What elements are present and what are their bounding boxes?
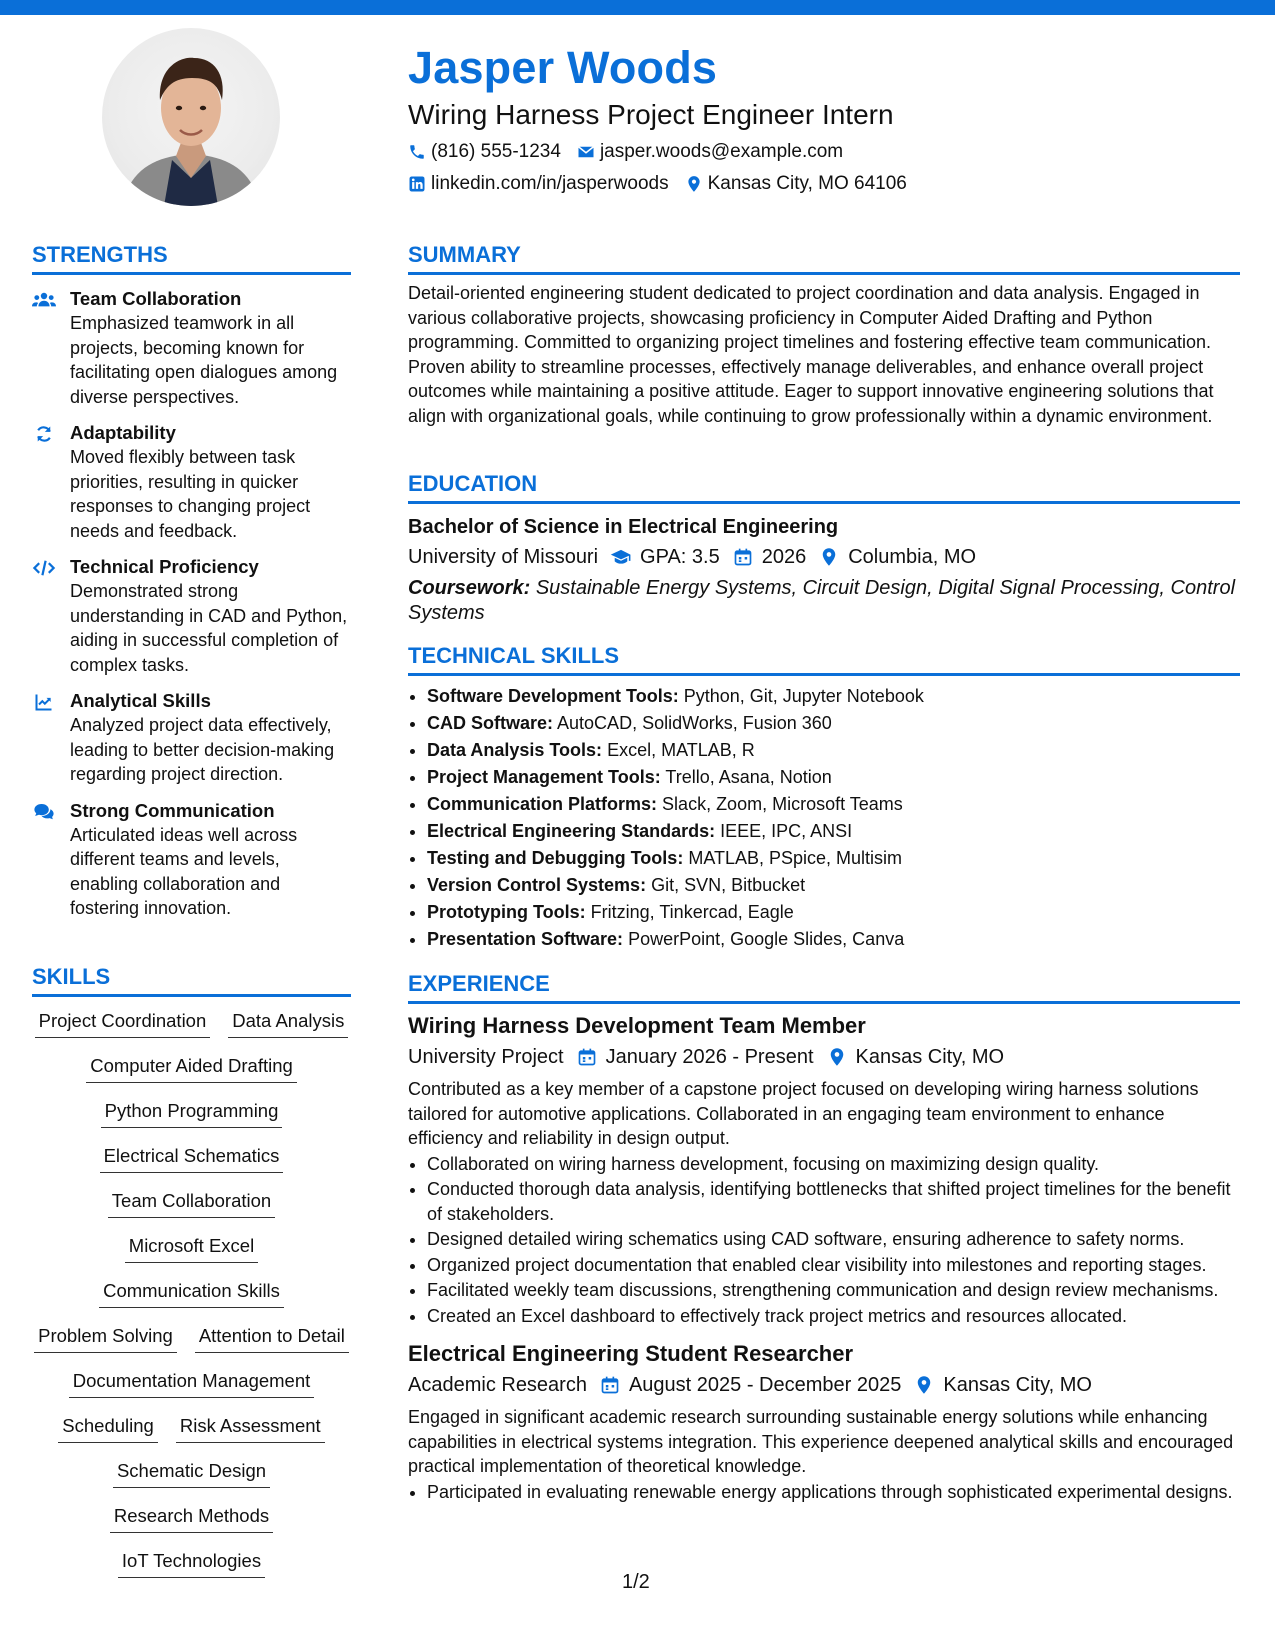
technical-skill-value: AutoCAD, SolidWorks, Fusion 360 <box>557 713 832 733</box>
skill-tag: Scheduling <box>58 1414 158 1443</box>
experience-section <box>408 970 1240 1504</box>
chart-line-icon <box>32 689 70 787</box>
skills-heading: SKILLS <box>32 963 351 997</box>
strengths-heading: STRENGTHS <box>32 241 351 275</box>
map-pin-icon <box>913 1375 935 1395</box>
coursework-label: Coursework: <box>408 577 531 599</box>
gpa-text: GPA: 3.5 <box>640 546 720 568</box>
experience-heading: EXPERIENCE <box>408 970 1240 1004</box>
profile-photo-illustration <box>102 28 280 206</box>
technical-skill-label: Prototyping Tools: <box>427 902 586 922</box>
skill-tag: Communication Skills <box>99 1279 284 1308</box>
strength-description: Demonstrated strong understanding in CAD and Python, aiding in successful completion of complex tasks. <box>70 581 348 675</box>
summary-heading: SUMMARY <box>408 241 1240 275</box>
summary-section <box>408 241 1240 428</box>
phone-text: (816) 555-1234 <box>431 141 561 162</box>
job-dates: January 2026 - Present <box>605 1046 814 1068</box>
phone-icon <box>408 143 426 161</box>
calendar-icon <box>732 547 754 567</box>
job-bullet: • Participated in evaluating renewable energy applications through sophisticated experimental designs. <box>427 1480 1240 1505</box>
strength-body <box>70 287 351 409</box>
strength-title: Technical Proficiency <box>70 556 259 577</box>
job-bullet: • Facilitated weekly team discussions, strengthening communication and design review mechanisms. <box>427 1278 1240 1303</box>
envelope-icon <box>577 143 595 161</box>
job-bullets <box>408 1152 1240 1329</box>
technical-skill-item <box>427 791 1240 818</box>
education-heading: EDUCATION <box>408 470 1240 504</box>
skills-row <box>32 1009 351 1054</box>
strength-body <box>70 799 351 921</box>
technical-skill-value: Python, Git, Jupyter Notebook <box>683 686 924 706</box>
linkedin-contact[interactable] <box>408 172 669 196</box>
school-name: University of Missouri <box>408 546 599 568</box>
map-pin-icon <box>826 1047 848 1067</box>
technical-skill-label: Presentation Software: <box>427 929 624 949</box>
page-number: 1/2 <box>622 1571 650 1593</box>
strength-item <box>32 689 351 787</box>
skills-row <box>32 1414 351 1459</box>
location-contact <box>685 172 907 196</box>
technical-skill-label: Communication Platforms: <box>427 794 658 814</box>
skills-row <box>32 1099 351 1144</box>
skill-tag: Python Programming <box>101 1099 283 1128</box>
job-organization: Academic Research <box>408 1374 587 1396</box>
resume-header <box>408 40 1248 196</box>
skills-row <box>32 1324 351 1369</box>
job-bullet: • Conducted thorough data analysis, identifying bottlenecks that shifted project timelines for the benefit of stakeholders. <box>427 1177 1240 1226</box>
top-accent-bar <box>0 0 1275 15</box>
graduation-cap-icon <box>610 547 632 567</box>
graduation-year: 2026 <box>761 546 807 568</box>
job-dates: August 2025 - December 2025 <box>628 1374 902 1396</box>
skills-row <box>32 1279 351 1324</box>
technical-skill-item <box>427 764 1240 791</box>
technical-skills-section <box>408 642 1240 953</box>
technical-skill-item <box>427 737 1240 764</box>
strength-body <box>70 555 351 677</box>
job-bullet: • Designed detailed wiring schematics using CAD software, ensuring adherence to safety norms. <box>427 1227 1240 1252</box>
skill-tag: Project Coordination <box>35 1009 211 1038</box>
strength-description: Emphasized teamwork in all projects, becoming known for facilitating open dialogues among diverse perspectives. <box>70 313 338 407</box>
technical-skill-item <box>427 818 1240 845</box>
strength-item <box>32 421 351 543</box>
skills-row <box>32 1549 351 1594</box>
skill-tag: Data Analysis <box>228 1009 348 1038</box>
technical-skill-label: Version Control Systems: <box>427 875 647 895</box>
technical-skill-label: CAD Software: <box>427 713 554 733</box>
strength-description: Moved flexibly between task priorities, resulting in quicker responses to changing project needs and feedback. <box>70 447 311 541</box>
linkedin-icon <box>408 175 426 193</box>
job-location: Kansas City, MO <box>943 1374 1092 1396</box>
job-organization: University Project <box>408 1046 564 1068</box>
technical-skill-label: Software Development Tools: <box>427 686 679 706</box>
skills-row <box>32 1234 351 1279</box>
users-icon <box>32 287 70 409</box>
skill-tag: Attention to Detail <box>195 1324 349 1353</box>
strength-body <box>70 689 351 787</box>
technical-skill-value: Slack, Zoom, Microsoft Teams <box>662 794 903 814</box>
technical-skills-heading: TECHNICAL SKILLS <box>408 642 1240 676</box>
skill-tag: Documentation Management <box>69 1369 315 1398</box>
jobs-list <box>408 1012 1240 1504</box>
skills-list <box>32 1009 351 1594</box>
education-section <box>408 470 1240 626</box>
calendar-icon <box>599 1375 621 1395</box>
skill-tag: Electrical Schematics <box>100 1144 284 1173</box>
technical-skill-value: Excel, MATLAB, R <box>607 740 755 760</box>
coursework-text: Sustainable Energy Systems, Circuit Design, Digital Signal Processing, Control Systems <box>408 577 1236 624</box>
job-title: Electrical Engineering Student Researcher <box>408 1341 854 1366</box>
job-bullet: • Created an Excel dashboard to effectively track project metrics and resources allocated. <box>427 1304 1240 1329</box>
technical-skill-value: Git, SVN, Bitbucket <box>651 875 806 895</box>
phone-contact <box>408 140 561 164</box>
job-location: Kansas City, MO <box>855 1046 1005 1068</box>
technical-skill-value: Trello, Asana, Notion <box>665 767 832 787</box>
technical-skill-item <box>427 683 1240 710</box>
strength-title: Strong Communication <box>70 799 275 821</box>
skill-tag: Problem Solving <box>34 1324 177 1353</box>
skills-row <box>32 1144 351 1189</box>
location-text: Kansas City, MO 64106 <box>707 173 907 194</box>
strength-title: Analytical Skills <box>70 690 211 711</box>
job-entry <box>408 1340 1240 1504</box>
email-contact[interactable] <box>577 140 843 164</box>
job-bullet: • Organized project documentation that enabled clear visibility into milestones and reporting stages. <box>427 1253 1240 1278</box>
strengths-section <box>32 241 351 921</box>
strength-item <box>32 555 351 677</box>
skill-tag: Microsoft Excel <box>125 1234 258 1263</box>
skills-row <box>32 1054 351 1099</box>
contact-row-2 <box>408 172 1248 196</box>
strength-description: Analyzed project data effectively, leading to better decision-making regarding project direction. <box>70 715 335 784</box>
skills-section <box>32 963 351 1594</box>
skill-tag: Risk Assessment <box>176 1414 325 1443</box>
job-meta <box>408 1043 1240 1071</box>
skill-tag: Team Collaboration <box>108 1189 275 1218</box>
map-pin-icon <box>818 547 840 567</box>
strength-title: Adaptability <box>70 422 176 443</box>
skill-tag: Research Methods <box>110 1504 273 1533</box>
refresh-icon <box>32 421 70 543</box>
technical-skill-label: Project Management Tools: <box>427 767 661 787</box>
code-icon <box>32 555 70 677</box>
job-bullets <box>408 1480 1240 1505</box>
skill-tag: Computer Aided Drafting <box>86 1054 297 1083</box>
technical-skill-item <box>427 845 1240 872</box>
strength-body <box>70 421 351 543</box>
skills-row <box>32 1189 351 1234</box>
skills-row <box>32 1504 351 1549</box>
skill-tag: Schematic Design <box>113 1459 270 1488</box>
linkedin-text[interactable]: linkedin.com/in/jasperwoods <box>431 173 669 194</box>
strength-item <box>32 287 351 409</box>
job-description: Engaged in significant academic research surrounding sustainable energy solutions while enhancing capabilities in electrical systems integration. This experience deepened analytical skills and encouraged practical implementation of theoretical knowledge. <box>408 1407 1234 1476</box>
skills-row <box>32 1369 351 1414</box>
job-title: Wiring Harness Development Team Member <box>408 1013 866 1038</box>
strength-title: Team Collaboration <box>70 288 242 309</box>
technical-skill-item <box>427 899 1240 926</box>
coursework <box>408 576 1240 626</box>
technical-skill-item <box>427 710 1240 737</box>
strengths-list <box>32 287 351 921</box>
summary-text: Detail-oriented engineering student dedicated to project coordination and data analysis. Engaged in various collaborative projects, showcasing proficiency in Computer Aided Drafting and Python programming. Committed to organizing project timelines and fostering effective team communication. Proven ability to streamline processes, effectively manage deliverables, and enhance overall project outcomes while maintaining a positive attitude. Eager to support innovative engineering solutions that align with organizational goals, while continuing to grow professionally within a dynamic environment. <box>408 283 1214 426</box>
skill-tag: IoT Technologies <box>118 1549 265 1578</box>
job-description: Contributed as a key member of a capstone project focused on developing wiring harness solutions tailored for automotive applications. Collaborated in an engaging team environment to enhance efficiency and reliability in design output. <box>408 1079 1199 1148</box>
calendar-icon <box>576 1047 598 1067</box>
contact-row-1 <box>408 140 1248 164</box>
technical-skill-label: Testing and Debugging Tools: <box>427 848 684 868</box>
job-entry <box>408 1012 1240 1328</box>
candidate-name: Jasper Woods <box>408 42 718 93</box>
technical-skill-label: Electrical Engineering Standards: <box>427 821 716 841</box>
job-title: Wiring Harness Project Engineer Intern <box>408 99 894 130</box>
technical-skill-value: PowerPoint, Google Slides, Canva <box>628 929 905 949</box>
map-pin-icon <box>685 175 703 193</box>
skills-row <box>32 1459 351 1504</box>
profile-photo <box>102 28 280 206</box>
technical-skills-list <box>408 683 1240 953</box>
technical-skill-item <box>427 872 1240 899</box>
education-meta <box>408 543 1240 571</box>
technical-skill-value: MATLAB, PSpice, Multisim <box>688 848 903 868</box>
school-location: Columbia, MO <box>848 546 977 568</box>
job-meta <box>408 1371 1240 1399</box>
email-text[interactable]: jasper.woods@example.com <box>599 141 844 162</box>
strength-item <box>32 799 351 921</box>
strength-description: Articulated ideas well across different teams and levels, enabling collaboration and fostering innovation. <box>70 824 298 918</box>
technical-skill-item <box>427 926 1240 953</box>
job-bullet: • Collaborated on wiring harness development, focusing on maximizing design quality. <box>427 1152 1240 1177</box>
technical-skill-value: Fritzing, Tinkercad, Eagle <box>590 902 794 922</box>
technical-skill-value: IEEE, IPC, ANSI <box>720 821 853 841</box>
comments-icon <box>32 799 70 921</box>
degree-title: Bachelor of Science in Electrical Engineering <box>408 516 839 538</box>
technical-skill-label: Data Analysis Tools: <box>427 740 603 760</box>
